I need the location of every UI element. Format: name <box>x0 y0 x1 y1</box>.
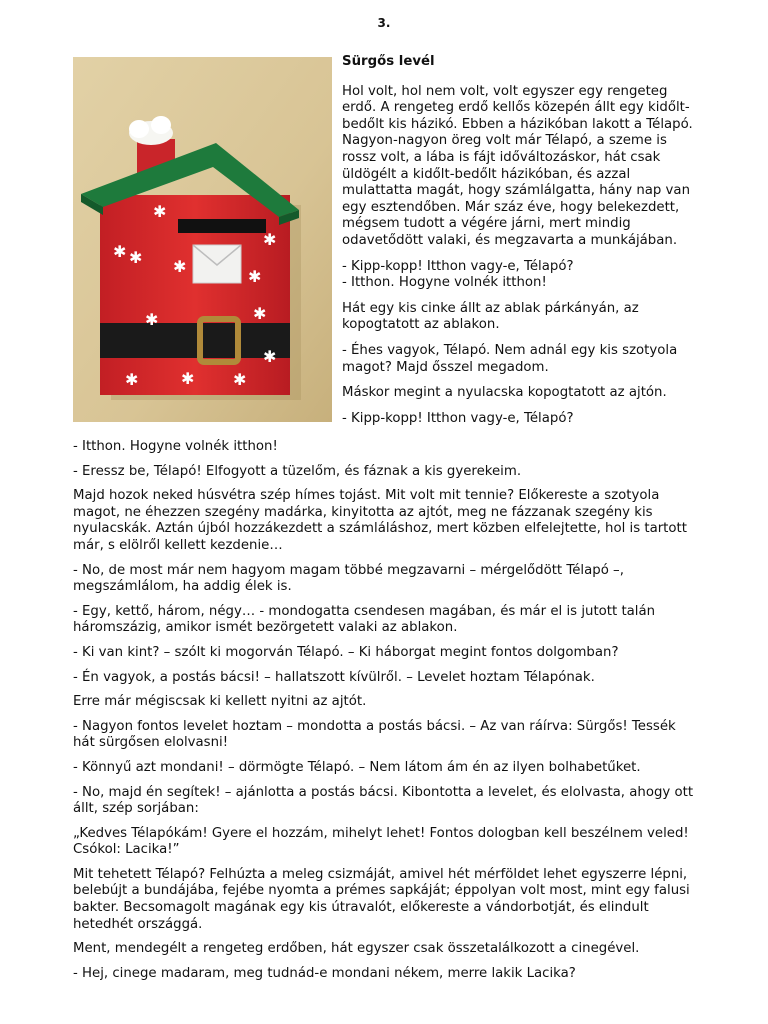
paragraph: - Én vagyok, a postás bácsi! – hallatszott kívülről. – Levelet hoztam Télapónak. <box>73 669 595 685</box>
paragraph: Máskor megint a nyulacska kopogtatott az ajtón. <box>342 385 667 401</box>
svg-text:✱: ✱ <box>145 310 159 329</box>
paragraph: Mit tehetett Télapó? Felhúzta a meleg csizmáját, amivel hét mérföldet lehet egyszerre lépni, belebújt a bundájába, fejébe nyomta a prémes sapkáját; éppolyan volt most, mint egy falusi bakter. Becsomagolt magának egy kis útravalót, előkereste a vándorbotját, és elindult hetedhét országgá. <box>73 866 690 932</box>
paragraph: - Itthon. Hogyne volnék itthon! <box>73 439 278 454</box>
page-number: 3. <box>377 16 391 30</box>
svg-text:✱: ✱ <box>125 370 139 389</box>
paragraph: - Ki van kint? – szólt ki mogorván Télapó. – Ki háborgat megint fontos dolgomban? <box>73 644 619 660</box>
svg-text:✱: ✱ <box>153 202 167 221</box>
paragraph: - Éhes vagyok, Télapó. Nem adnál egy kis szotyola magot? Majd ősszel megadom. <box>342 342 678 375</box>
christmas-mailbox-photo <box>73 57 332 422</box>
side-text-column <box>342 54 698 436</box>
paragraph: - Eressz be, Télapó! Elfogyott a tüzelőm, és fáznak a kis gyerekeim. <box>73 463 522 479</box>
svg-text:✱: ✱ <box>113 242 127 261</box>
svg-text:✱: ✱ <box>233 370 247 389</box>
paragraph: - Könnyű azt mondani! – dörmögte Télapó. – Nem látom ám én az ilyen bolhabetűket. <box>73 759 641 775</box>
paragraph: - No, de most már nem hagyom magam többé megzavarni – mérgelődött Télapó –, megszámlálom, ha addig élek is. <box>73 562 624 595</box>
paragraph: - Hej, cinege madaram, meg tudnád-e mondani nékem, merre lakik Lacika? <box>73 965 576 981</box>
svg-text:✱: ✱ <box>129 248 143 267</box>
svg-text:✱: ✱ <box>253 304 267 323</box>
paragraph: Erre már mégiscsak ki kellett nyitni az ajtót. <box>73 694 367 710</box>
paragraph: Majd hozok neked húsvétra szép hímes tojást. Mit volt mit tennie? Előkereste a szotyola magot, ne éhezzen szegény madárka, kinyitotta az ajtót, meg ne fázzanak szegény kis nyulacskák. Aztán újból hozzákezdett a számláláshoz, mert közben elfelejtette, hol is tartott már, s elölről kellett kezdenie… <box>73 488 687 553</box>
paragraph: Hát egy kis cinke állt az ablak párkányán, az kopogtatott az ablakon. <box>342 300 639 333</box>
paragraph: - No, majd én segítek! – ajánlotta a postás bácsi. Kibontotta a levelet, és elolvasta, ahogy ott állt, szép sorjában: <box>73 784 694 817</box>
svg-text:✱: ✱ <box>263 347 277 366</box>
paragraph: - Kipp-kopp! Itthon vagy-e, Télapó? <box>342 410 574 426</box>
svg-text:✱: ✱ <box>181 369 195 388</box>
paragraph: Ment, mendegélt a rengeteg erdőben, hát egyszer csak összetalálkozott a cinegével. <box>73 941 640 957</box>
full-width-text-column <box>73 439 698 990</box>
svg-text:✱: ✱ <box>263 230 277 249</box>
svg-text:✱: ✱ <box>248 267 262 286</box>
paragraph: - Egy, kettő, három, négy… - mondogatta csendesen magában, és már el is jutott talán háromszázig, amikor ismét bezörgetett valaki az ablakon. <box>73 603 656 636</box>
paragraph: Nagyon-nagyon öreg volt már Télapó, a szeme is rossz volt, a lába is fájt időváltozáskor, hát csak üldögélt a kidőlt-bedőlt házikóban, és azzal mulattatta magát, hogy számlálgatta, hány nap van egy esztendőben. Már száz éve, hogy belekezdett, mégsem tudott a végére járni, mert mindig odavetődött valaki, és megzavarta a munkájában. <box>342 133 691 248</box>
paragraph: - Nagyon fontos levelet hoztam – mondotta a postás bácsi. – Az van ráírva: Sürgős! Tessék hát sürgősen elolvasni! <box>73 718 676 751</box>
paragraph: - Kipp-kopp! Itthon vagy-e, Télapó? - Itthon. Hogyne volnék itthon! <box>342 258 574 291</box>
svg-text:✱: ✱ <box>173 257 187 276</box>
paragraph: Hol volt, hol nem volt, volt egyszer egy rengeteg erdő. A rengeteg erdő kellős közepén állt egy kidőlt-bedőlt kis házikó. Ebben a házikóban lakott a Télapó. <box>342 83 693 132</box>
letter-quote: „Kedves Télapókám! Gyere el hozzám, mihelyt lehet! Fontos dologban kell beszélnem veled! Csókol: Lacika!” <box>73 825 689 858</box>
story-title: Sürgős levél <box>342 54 435 69</box>
